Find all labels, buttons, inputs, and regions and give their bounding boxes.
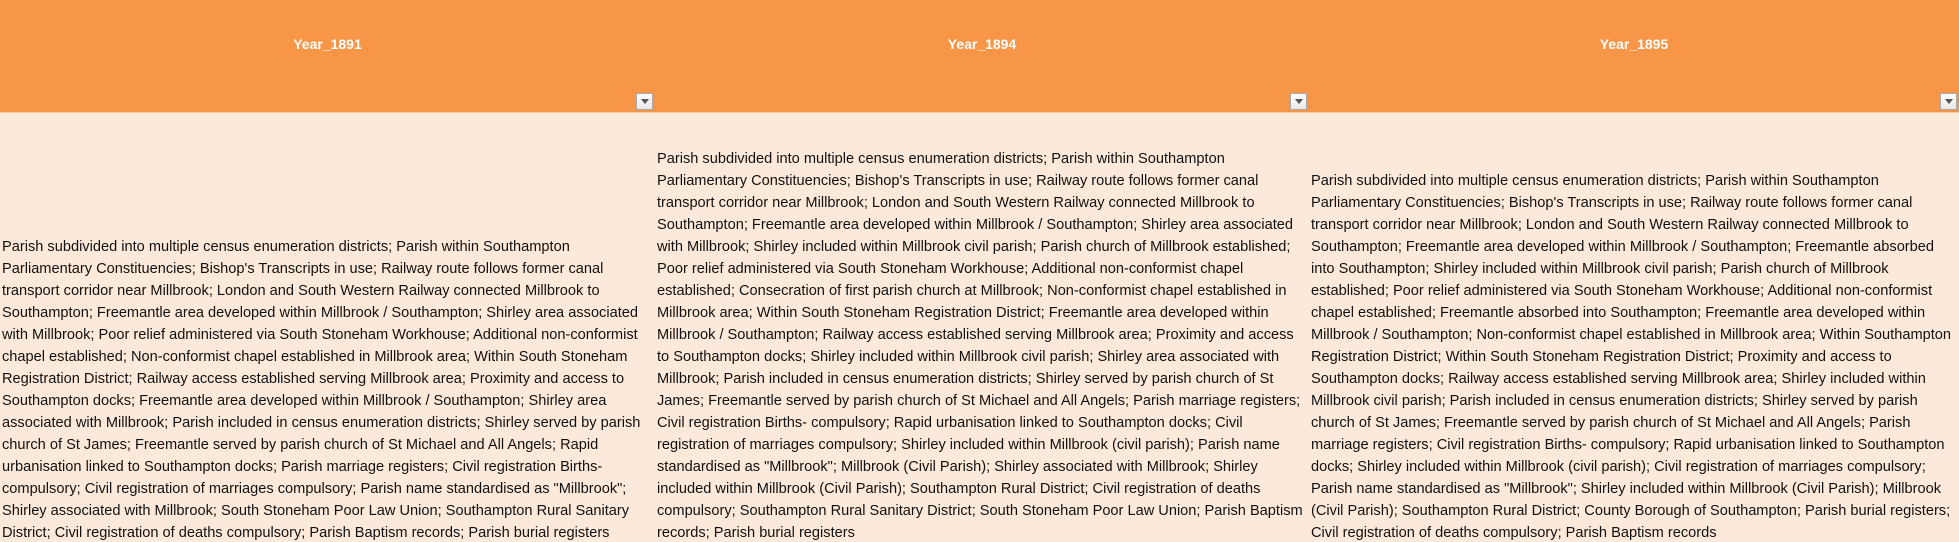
filter-dropdown-button[interactable]: [1940, 93, 1957, 110]
table-cell-1895[interactable]: [1309, 113, 1959, 542]
filter-dropdown-button[interactable]: [1290, 93, 1307, 110]
chevron-down-icon: [1295, 99, 1303, 104]
column-header-year-1895[interactable]: [1309, 0, 1959, 113]
chevron-down-icon: [641, 99, 649, 104]
cell-text: Parish subdivided into multiple census enumeration districts; Parish within Southampton Parliamentary Constituencies; Bishop's Transcripts in use; Railway route follows former canal transport corridor near Millbrook; London and South Western Railway connected Millbrook to Southampton; Freemantle area developed within Millbrook / Southampton; Shirley area associated with Millbrook; Poor relief administered via South Stoneham Workhouse; Additional non-conformist chapel established; Non-conformist chapel established in Millbrook area; Within South Stoneham Registration District; Railway access established serving Millbrook area; Proximity and access to Southampton docks; Freemantle area developed within Millbrook / Southampton; Shirley area associated with Millbrook; Parish included in census enumeration districts; Shirley served by parish church of St James; Freemantle served by parish church of St Michael and All Angels; Rapid urbanisation linked to Southampton docks; Parish marriage registers; Civil registration Births- compulsory; Civil registration of marriages compulsory; Parish name standardised as "Millbrook"; Shirley associated with Millbrook; South Stoneham Poor Law Union; Southampton Rural Sanitary District; Civil registration of deaths compulsory; Parish Baptism records; Parish burial registers: [2, 239, 641, 541]
chevron-down-icon: [1945, 99, 1953, 104]
table-cell-1894[interactable]: [655, 113, 1309, 542]
table-cell-1891[interactable]: [0, 113, 655, 542]
cell-text: Parish subdivided into multiple census enumeration districts; Parish within Southampton Parliamentary Constituencies; Bishop's Transcripts in use; Railway route follows former canal transport corridor near Millbrook; London and South Western Railway connected Millbrook to Southampton; Freemantle area developed within Millbrook / Southampton; Shirley area associated with Millbrook; Shirley included within Millbrook civil parish; Parish church of Millbrook established; Poor relief administered via South Stoneham Workhouse; Additional non-conformist chapel established; Consecration of first parish church at Millbrook; Non-conformist chapel established in Millbrook area; Within South Stoneham Registration District; Freemantle area developed within Millbrook / Southampton; Railway access established serving Millbrook area; Proximity and access to Southampton docks; Shirley included within Millbrook civil parish; Shirley area associated with Millbrook; Parish included in census enumeration districts; Shirley served by parish church of St James; Freemantle served by parish church of St Michael and All Angels; Parish marriage registers; Civil registration Births- compulsory; Rapid urbanisation linked to Southampton docks; Civil registration of marriages compulsory; Shirley included within Millbrook (civil parish); Parish name standardised as "Millbrook"; Millbrook (Civil Parish); Shirley associated with Millbrook; Shirley included within Millbrook (Civil Parish); Southampton Rural District; Civil registration of deaths compulsory; Southampton Rural Sanitary District; South Stoneham Poor Law Union; Parish Baptism records; Parish burial registers: [657, 151, 1303, 541]
column-header-label: Year_1891: [293, 36, 362, 52]
column-header-year-1894[interactable]: [655, 0, 1309, 113]
cell-text: Parish subdivided into multiple census enumeration districts; Parish within Southampton Parliamentary Constituencies; Bishop's Transcripts in use; Railway route follows former canal transport corridor near Millbrook; London and South Western Railway connected Millbrook to Southampton; Freemantle area developed within Millbrook / Southampton; Freemantle absorbed into Southampton; Shirley included within Millbrook civil parish; Parish church of Millbrook established; Poor relief administered via South Stoneham Workhouse; Additional non-conformist chapel established; Freemantle absorbed into Southampton; Freemantle area developed within Millbrook / Southampton; Non-conformist chapel established in Millbrook area; Within Southampton Registration District; Within South Stoneham Registration District; Proximity and access to Southampton docks; Railway access established serving Millbrook area; Shirley included within Millbrook civil parish; Parish included in census enumeration districts; Shirley served by parish church of St James; Freemantle served by parish church of St Michael and All Angels; Parish marriage registers; Civil registration Births- compulsory; Rapid urbanisation linked to Southampton docks; Shirley included within Millbrook (civil parish); Civil registration of marriages compulsory; Parish name standardised as "Millbrook"; Shirley included within Millbrook (Civil Parish); Millbrook (Civil Parish); Southampton Rural District; County Borough of Southampton; Parish burial registers; Civil registration of deaths compulsory; Parish Baptism records: [1311, 173, 1952, 541]
column-header-year-1891[interactable]: [0, 0, 655, 113]
column-header-label: Year_1894: [947, 36, 1017, 52]
column-header-label: Year_1895: [1599, 36, 1669, 52]
filter-dropdown-button[interactable]: [636, 93, 653, 110]
